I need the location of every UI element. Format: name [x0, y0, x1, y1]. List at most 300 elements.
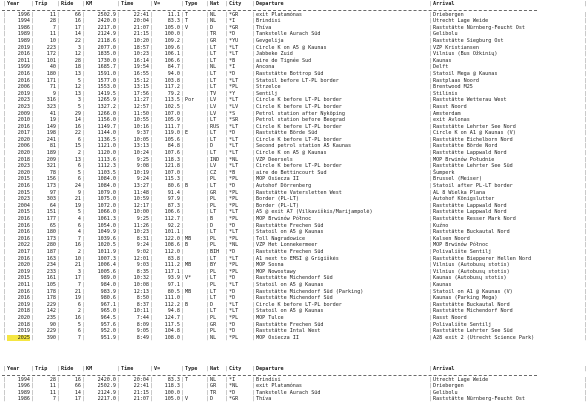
- cell-time: 21:15: [133, 389, 149, 396]
- cell-speed: 117.5: [164, 321, 180, 328]
- column-separator: |: [251, 136, 256, 143]
- column-separator: |: [583, 314, 588, 321]
- cell-trip: 172: [46, 51, 56, 58]
- cell-arrival: Autohof Königslutter: [433, 196, 495, 203]
- column-separator: |: [2, 97, 7, 104]
- cell-ride: 66: [74, 11, 81, 18]
- table-row: [2, 190, 588, 197]
- cell-type: [185, 45, 205, 52]
- column-separator: |: [56, 376, 61, 383]
- column-separator: |: [224, 308, 229, 315]
- column-separator: |: [180, 229, 185, 236]
- cell-arrival: Raststätte Buckautal Nord: [433, 229, 510, 236]
- cell-nat: D: [210, 143, 214, 150]
- cell-speed: 80.6: [167, 183, 180, 190]
- cell-arrival: Rastplaas Noord: [433, 77, 480, 84]
- cell-km: 1075.0: [97, 196, 116, 203]
- column-separator: |: [2, 295, 7, 302]
- column-separator: |: [81, 130, 86, 137]
- cell-arrival: Raststätte Wetterau West: [433, 97, 507, 104]
- cell-ride: 15: [74, 143, 81, 150]
- column-separator: |: [149, 202, 154, 209]
- column-separator: |: [116, 176, 121, 183]
- column-separator: |: [30, 222, 35, 229]
- column-separator: |: [205, 229, 210, 236]
- column-separator: |: [30, 183, 35, 190]
- column-separator: |: [205, 1, 210, 7]
- cell-arrival: Gelibolu: [433, 31, 458, 38]
- cell-year: 2019: [17, 268, 30, 275]
- cell-departure: Strzelce: [256, 84, 281, 91]
- column-separator: |: [81, 242, 86, 249]
- cell-year: 2006: [17, 84, 30, 91]
- cell-nat: PL: [210, 314, 217, 321]
- column-separator: |: [149, 275, 154, 282]
- column-separator: |: [583, 130, 588, 137]
- column-separator: |: [81, 314, 86, 321]
- cell-speed: 102.5: [164, 103, 180, 110]
- column-separator: |: [30, 275, 35, 282]
- cell-ride: 5: [77, 321, 81, 328]
- cell-type: [185, 229, 205, 236]
- cell-type: [185, 383, 205, 390]
- cell-city: *NL: [229, 383, 239, 390]
- column-separator: |: [2, 196, 7, 203]
- column-separator: |: [149, 281, 154, 288]
- column-separator: |: [251, 169, 256, 176]
- cell-km: 2502.9: [97, 11, 116, 18]
- column-separator: |: [583, 383, 588, 390]
- column-separator: |: [251, 18, 256, 25]
- column-separator: |: [428, 216, 433, 222]
- cell-nat: NL: [210, 376, 217, 383]
- column-separator: |: [205, 314, 210, 321]
- cell-type: [185, 190, 205, 197]
- cell-time: 21:07: [133, 396, 149, 403]
- column-separator: |: [205, 130, 210, 137]
- column-separator: |: [224, 136, 229, 143]
- table-row: [2, 295, 588, 302]
- cell-type: [185, 308, 205, 315]
- cell-type: [185, 322, 205, 329]
- cell-speed: 80.5: [167, 288, 180, 295]
- column-separator: |: [81, 216, 86, 222]
- cell-city: *I: [229, 64, 236, 71]
- cell-km: 951.9: [100, 334, 116, 341]
- cell-ride: 3: [77, 268, 81, 275]
- cell-km: 1061.3: [97, 216, 116, 222]
- column-separator: |: [116, 183, 121, 190]
- column-separator: |: [2, 90, 7, 97]
- cell-city: *PL: [229, 196, 239, 203]
- cell-nat: LT: [210, 295, 217, 302]
- cell-departure: Brindisi: [256, 18, 281, 25]
- column-separator: |: [224, 209, 229, 216]
- column-separator: |: [149, 295, 154, 302]
- cell-arrival: Polivalište Sentilj: [433, 321, 492, 328]
- cell-time: 8:09: [136, 321, 149, 328]
- column-separator: |: [180, 24, 185, 31]
- cell-departure: Border (PL-LT): [256, 202, 299, 209]
- column-separator: |: [251, 248, 256, 255]
- cell-year: 2016: [17, 288, 30, 295]
- table-row: [2, 335, 588, 342]
- cell-trip: 223: [46, 44, 56, 51]
- cell-city: *D: [229, 183, 236, 190]
- cell-nat: IND: [210, 156, 220, 163]
- column-separator: |: [2, 136, 7, 143]
- column-separator: |: [2, 44, 7, 51]
- column-separator: |: [583, 97, 588, 104]
- cell-nat: LT: [210, 209, 217, 216]
- cell-trip: 9: [52, 90, 56, 97]
- cell-year: 2018: [17, 156, 30, 163]
- cell-city: *LT: [229, 301, 239, 308]
- cell-ride: 16: [74, 18, 81, 25]
- cell-time: 13:15: [133, 84, 149, 91]
- column-separator: |: [30, 248, 35, 255]
- column-separator: |: [30, 110, 35, 117]
- table-row: [2, 282, 588, 289]
- cell-nat: LT: [210, 229, 217, 236]
- column-separator: |: [428, 242, 433, 249]
- cell-trip: 40: [49, 64, 56, 71]
- column-separator: |: [180, 97, 185, 104]
- cell-km: 2124.9: [97, 31, 116, 38]
- column-separator: |: [180, 288, 185, 295]
- column-separator: |: [251, 117, 256, 124]
- cell-year: 2015: [17, 176, 30, 183]
- cell-arrival: Kaunas (Parking Mega): [433, 295, 498, 302]
- cell-km: 1006.4: [97, 262, 116, 269]
- column-separator: |: [224, 57, 229, 64]
- column-separator: |: [251, 196, 256, 203]
- cell-departure: aire de Tignée Sud: [256, 57, 312, 64]
- column-separator: |: [251, 295, 256, 302]
- table-row: [2, 262, 588, 269]
- column-separator: |: [81, 103, 86, 110]
- column-separator: |: [583, 11, 588, 18]
- column-separator: |: [180, 143, 185, 150]
- cell-speed: 11.1: [167, 11, 180, 18]
- column-separator: |: [30, 216, 35, 222]
- column-separator: |: [583, 209, 588, 216]
- cell-city: *PL: [229, 262, 239, 269]
- column-separator: |: [149, 301, 154, 308]
- cell-arrival: MOP Brwinów Południe: [433, 156, 495, 163]
- column-separator: |: [428, 51, 433, 58]
- column-separator: |: [205, 308, 210, 315]
- column-separator: |: [583, 235, 588, 242]
- cell-speed: 109.6: [164, 44, 180, 51]
- column-separator: |: [205, 222, 210, 229]
- column-separator: |: [205, 163, 210, 170]
- cell-km: 1266.0: [97, 110, 116, 117]
- column-separator: |: [2, 334, 7, 341]
- column-separator: |: [149, 103, 154, 110]
- cell-speed: 112.0: [164, 248, 180, 255]
- table-row: [2, 64, 588, 71]
- cell-ride: 66: [74, 383, 81, 390]
- table-row: [2, 322, 588, 329]
- cell-arrival: Raststätte Eichelborn Nord: [433, 136, 513, 143]
- cell-city: *LT: [229, 255, 239, 262]
- column-separator: |: [56, 169, 61, 176]
- column-separator: |: [180, 189, 185, 196]
- cell-arrival: Kaunas: [433, 57, 452, 64]
- cell-city: *LT: [229, 229, 239, 236]
- cell-ride: 13: [74, 70, 81, 77]
- cell-km: 1103.5: [97, 169, 116, 176]
- cell-departure: MOP Tulce: [256, 314, 284, 321]
- column-separator: |: [30, 97, 35, 104]
- cell-km: 1054.0: [97, 222, 116, 229]
- cell-trip: 171: [46, 77, 56, 84]
- cell-km: 1007.3: [97, 255, 116, 262]
- column-separator: |: [251, 275, 256, 282]
- cell-year: 2025: [7, 335, 30, 342]
- cell-year: 2016: [17, 51, 30, 58]
- table-row: [2, 97, 588, 104]
- column-separator: |: [205, 156, 210, 163]
- column-separator: |: [428, 235, 433, 242]
- cell-ride: 7: [77, 281, 81, 288]
- table-row: [2, 396, 588, 403]
- column-separator: |: [583, 275, 588, 282]
- cell-time: 16:55: [133, 70, 149, 77]
- cell-ride: 9: [77, 189, 81, 196]
- cell-km: 1079.0: [97, 189, 116, 196]
- column-separator: |: [81, 150, 86, 157]
- cell-type: [185, 295, 205, 302]
- cell-time: 12:01: [133, 255, 149, 262]
- column-separator: |: [81, 136, 86, 143]
- column-separator: |: [2, 235, 7, 242]
- cell-ride: 21: [74, 196, 81, 203]
- column-separator: |: [428, 143, 433, 150]
- column-separator: |: [428, 110, 433, 117]
- cell-arrival: Raststätte Siegburg Ost: [433, 37, 504, 44]
- column-separator: |: [56, 262, 61, 269]
- column-separator: |: [30, 150, 35, 157]
- column-separator: |: [205, 11, 210, 18]
- column-separator: |: [81, 24, 86, 31]
- column-separator: |: [2, 242, 7, 249]
- column-separator: |: [56, 51, 61, 58]
- column-separator: |: [2, 169, 7, 176]
- column-separator: |: [2, 383, 7, 390]
- column-separator: |: [205, 84, 210, 91]
- column-separator: |: [224, 321, 229, 328]
- cell-arrival: Driebergen: [433, 383, 464, 390]
- column-separator: |: [149, 169, 154, 176]
- cell-type: [185, 157, 205, 164]
- cell-city: *D: [229, 130, 236, 137]
- header-type: Type: [185, 366, 198, 372]
- column-separator: |: [205, 143, 210, 150]
- cell-year: 2016: [17, 183, 30, 190]
- cell-speed: 103.8: [164, 77, 180, 84]
- column-separator: |: [583, 255, 588, 262]
- column-separator: |: [205, 376, 210, 383]
- column-separator: |: [224, 31, 229, 38]
- column-separator: |: [428, 383, 433, 390]
- column-separator: |: [81, 389, 86, 396]
- cell-trip: 161: [46, 275, 56, 282]
- cell-trip: 187: [46, 248, 56, 255]
- cell-nat: LT: [210, 77, 217, 84]
- column-separator: |: [149, 216, 154, 222]
- column-separator: |: [205, 77, 210, 84]
- cell-ride: 6: [77, 301, 81, 308]
- table-row: [2, 157, 588, 164]
- cell-speed: 106.1: [164, 51, 180, 58]
- cell-city: *PL: [229, 314, 239, 321]
- cell-departure: Raststätte Michendorf Süd (Parking): [256, 288, 364, 295]
- cell-departure: Circle K before LT-PL border: [256, 103, 342, 110]
- column-separator: |: [428, 209, 433, 216]
- column-separator: |: [180, 396, 185, 403]
- column-separator: |: [428, 130, 433, 137]
- cell-speed: 121.8: [164, 163, 180, 170]
- header-divider: [2, 375, 537, 376]
- cell-nat: D: [210, 396, 214, 403]
- column-separator: |: [149, 18, 154, 25]
- column-separator: |: [583, 202, 588, 209]
- column-separator: |: [116, 334, 121, 341]
- column-separator: |: [56, 57, 61, 64]
- cell-city: *D: [229, 31, 236, 38]
- column-separator: |: [56, 281, 61, 288]
- column-separator: |: [251, 150, 256, 157]
- column-separator: |: [56, 37, 61, 44]
- column-separator: |: [2, 123, 7, 130]
- column-separator: |: [251, 44, 256, 51]
- cell-time: 8:35: [136, 268, 149, 275]
- cell-arrival: Raststätte Lappwald Nord: [433, 209, 507, 216]
- column-separator: |: [30, 242, 35, 249]
- column-separator: |: [428, 196, 433, 203]
- cell-type: MB: [185, 262, 192, 269]
- cell-ride: 22: [74, 130, 81, 137]
- column-separator: |: [583, 366, 588, 372]
- cell-ride: 16: [74, 314, 81, 321]
- column-separator: |: [116, 376, 121, 383]
- column-separator: |: [116, 248, 121, 255]
- column-separator: |: [180, 334, 185, 341]
- column-separator: |: [2, 308, 7, 315]
- cell-trip: 163: [46, 255, 56, 262]
- column-separator: |: [180, 84, 185, 91]
- cell-ride: 29: [74, 110, 81, 117]
- column-separator: |: [205, 196, 210, 203]
- column-separator: |: [81, 169, 86, 176]
- column-separator: |: [428, 150, 433, 157]
- column-separator: |: [56, 150, 61, 157]
- column-separator: |: [224, 37, 229, 44]
- cell-time: 16:14: [133, 57, 149, 64]
- cell-arrival: Gelibolu: [433, 389, 458, 396]
- column-separator: |: [224, 44, 229, 51]
- column-separator: |: [180, 376, 185, 383]
- column-separator: |: [56, 202, 61, 209]
- column-separator: |: [116, 64, 121, 71]
- table-row: [2, 256, 588, 263]
- column-separator: |: [30, 156, 35, 163]
- column-separator: |: [116, 24, 121, 31]
- cell-nat: TR: [210, 31, 217, 38]
- column-separator: |: [583, 216, 588, 222]
- column-separator: |: [116, 90, 121, 97]
- cell-nat: LV: [210, 103, 217, 110]
- cell-trip: 71: [49, 84, 56, 91]
- column-separator: |: [30, 117, 35, 124]
- cell-type: [185, 256, 205, 263]
- column-separator: |: [81, 334, 86, 341]
- cell-type: [185, 78, 205, 85]
- cell-speed: 108.6: [164, 242, 180, 249]
- cell-departure: Autohof Dörrenberg: [256, 183, 312, 190]
- column-separator: |: [149, 383, 154, 390]
- cell-arrival: Kuźno: [433, 222, 449, 229]
- cell-arrival: Vilnius (Autobusų stotis): [433, 268, 510, 275]
- column-separator: |: [2, 209, 7, 216]
- table-row: [2, 130, 588, 137]
- column-separator: |: [205, 216, 210, 222]
- cell-city: *PL: [229, 202, 239, 209]
- column-separator: |: [583, 90, 588, 97]
- cell-km: 2502.9: [97, 383, 116, 390]
- column-separator: |: [583, 1, 588, 7]
- cell-time: 13:27: [133, 183, 149, 190]
- column-separator: |: [56, 268, 61, 275]
- column-separator: |: [205, 37, 210, 44]
- header-time: Time: [121, 1, 134, 7]
- cell-speed: 105.6: [164, 136, 180, 143]
- column-separator: |: [224, 383, 229, 390]
- cell-nat: PL: [210, 328, 217, 335]
- column-separator: |: [30, 84, 35, 91]
- column-separator: |: [30, 196, 35, 203]
- cell-type: [185, 203, 205, 210]
- column-separator: |: [30, 189, 35, 196]
- column-separator: |: [81, 37, 86, 44]
- cell-departure: exit Platamónas: [256, 383, 303, 390]
- cell-trip: 180: [46, 70, 56, 77]
- column-separator: |: [116, 51, 121, 58]
- column-separator: |: [56, 77, 61, 84]
- cell-km: 1120.0: [97, 150, 116, 157]
- column-separator: |: [81, 396, 86, 403]
- column-separator: |: [56, 301, 61, 308]
- cell-arrival: Utrecht Lage Weide: [433, 376, 489, 383]
- column-separator: |: [81, 288, 86, 295]
- column-separator: |: [149, 268, 154, 275]
- cell-km: 1112.3: [97, 163, 116, 170]
- column-separator: |: [149, 97, 154, 104]
- column-separator: |: [81, 209, 86, 216]
- cell-km: 2217.0: [97, 24, 116, 31]
- column-separator: |: [583, 70, 588, 77]
- column-separator: |: [205, 189, 210, 196]
- column-separator: |: [56, 288, 61, 295]
- cell-nat: PL: [210, 235, 217, 242]
- cell-time: 20:04: [133, 18, 149, 25]
- cell-speed: 107.0: [164, 110, 180, 117]
- cell-km: 1020.5: [97, 242, 116, 249]
- column-separator: |: [2, 376, 7, 383]
- cell-departure: MOP Nowostawy: [256, 268, 296, 275]
